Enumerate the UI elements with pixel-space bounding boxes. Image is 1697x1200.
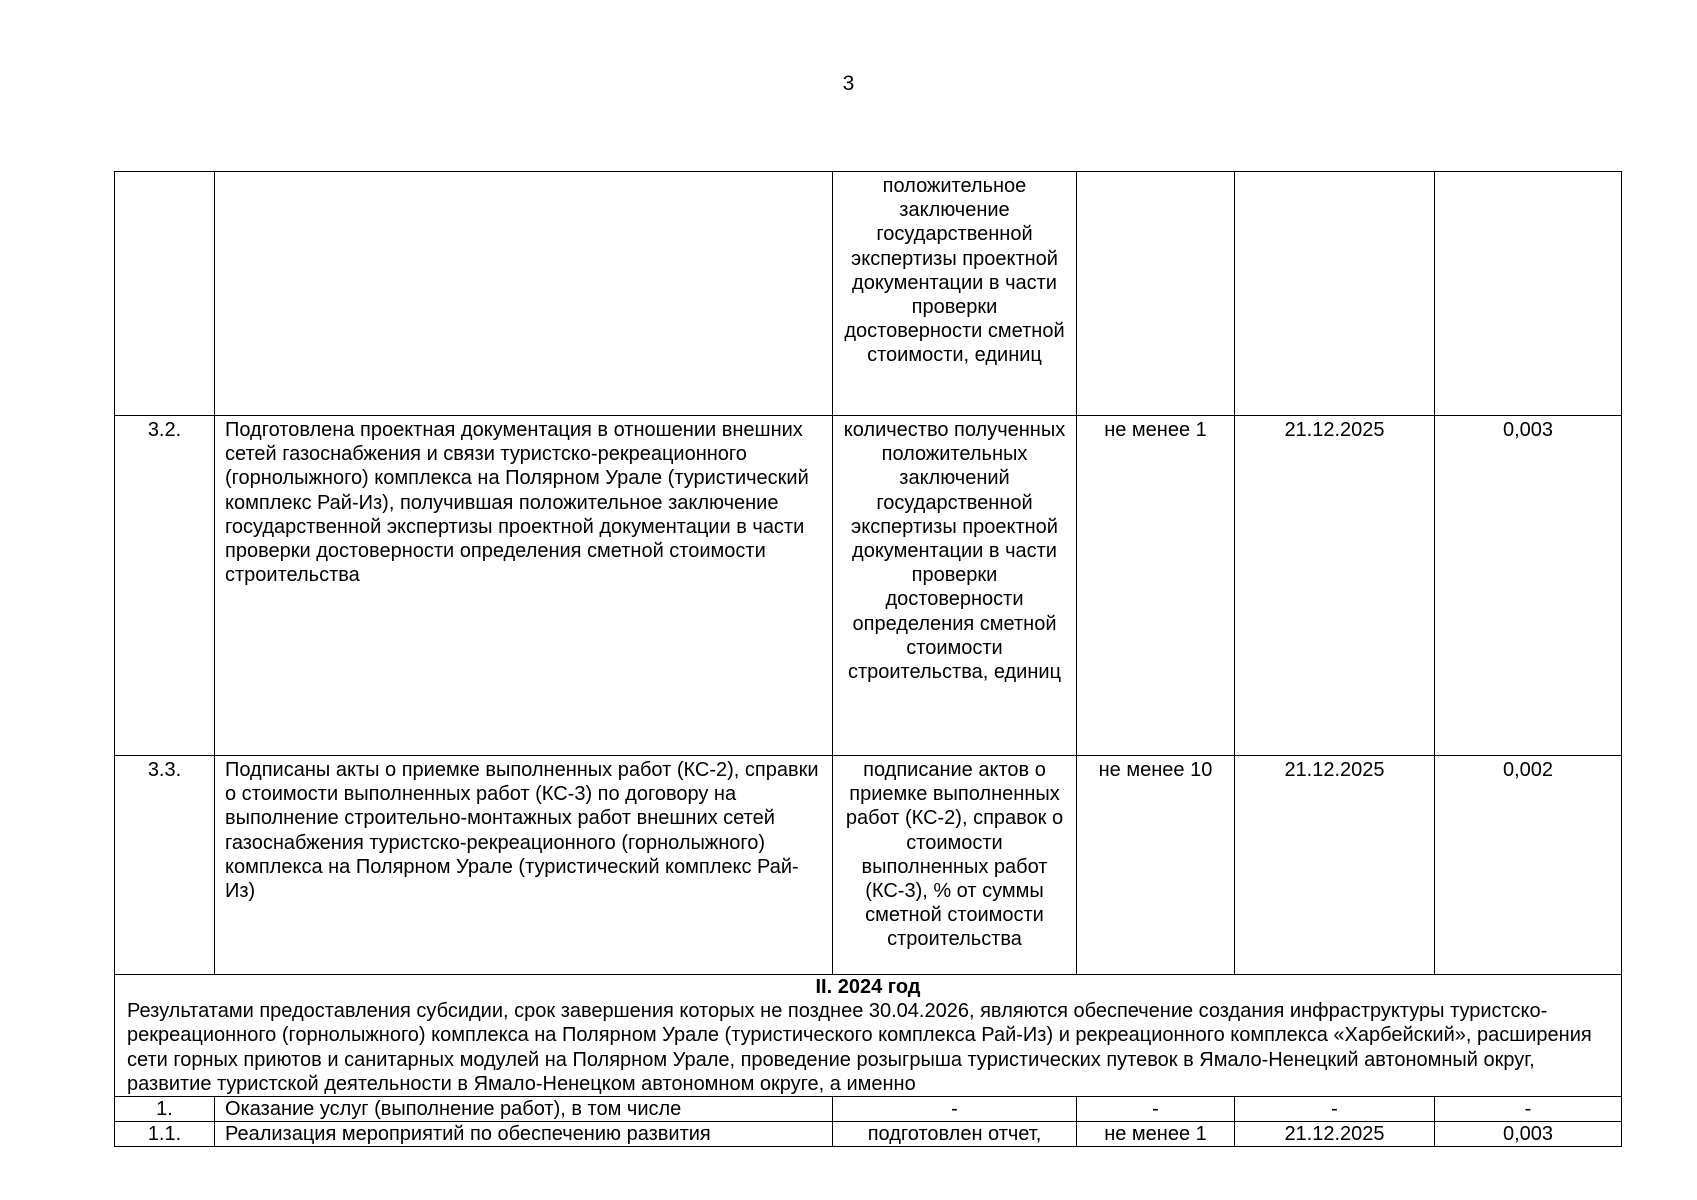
result-description-cell: Подготовлена проектная документация в отношении внешних сетей газоснабжения и связи туристско-рекреационного (горнолыжного) комплекса на Полярном Урале (туристический комплекс Рай-Из), получившая положительное заключение государственной экспертизы проектной документации в части проверки достоверности определения сметной стоимости строительства [215,416,833,756]
page-number: 3 [842,72,855,95]
indicator-cell: подписание актов о приемке выполненных работ (КС-2), справок о стоимости выполненных работ (КС-3), % от суммы сметной стоимости строительства [833,756,1077,975]
date-cell: 21.12.2025 [1235,1122,1435,1147]
table-row-3-2 [115,416,1622,756]
section-row [115,975,1622,1097]
amount-cell: - [1435,1097,1622,1122]
indicator-cell: положительное заключение государственной экспертизы проектной документации в части проверки достоверности сметной стоимости, единиц [833,172,1077,416]
table-row-1-1 [115,1122,1622,1147]
amount-cell: 0,002 [1435,756,1622,975]
row-number-cell: 3.3. [115,756,215,975]
date-cell: - [1235,1097,1435,1122]
value-cell [1077,172,1235,416]
result-description-cell [215,172,833,416]
value-cell: не менее 10 [1077,756,1235,975]
date-cell: 21.12.2025 [1235,416,1435,756]
amount-cell: 0,003 [1435,1122,1622,1147]
result-description-cell: Реализация мероприятий по обеспечению развития [215,1122,833,1147]
result-description-cell: Оказание услуг (выполнение работ), в том числе [215,1097,833,1122]
row-number-cell: 1. [115,1097,215,1122]
section-description: Результатами предоставления субсидии, срок завершения которых не позднее 30.04.2026, являются обеспечение создания инфраструктуры туристско-рекреационного (горнолыжного) комплекса на Полярном Урале (туристического комплекса Рай-Из) и рекреационного комплекса «Харбейский», расширения сети горных приютов и санитарных модулей на Полярном Урале, проведение розыгрыша туристических путевок в Ямало-Ненецкий автономный округ, развитие туристской деятельности в Ямало-Ненецком автономном округе, а именно [127,1000,1592,1095]
row-number-cell [115,172,215,416]
table-row-1 [115,1097,1622,1122]
results-table [114,171,1622,1147]
result-description-cell: Подписаны акты о приемке выполненных работ (КС-2), справки о стоимости выполненных работ (КС-3) по договору на выполнение строительно-монтажных работ внешних сетей газоснабжения туристско-рекреационного (горнолыжного) комплекса на Полярном Урале (туристический комплекс Рай-Из) [215,756,833,975]
date-cell: 21.12.2025 [1235,756,1435,975]
row-number-cell: 3.2. [115,416,215,756]
row-number-cell: 1.1. [115,1122,215,1147]
amount-cell: 0,003 [1435,416,1622,756]
table-row-3-3 [115,756,1622,975]
value-cell: не менее 1 [1077,1122,1235,1147]
value-cell: - [1077,1097,1235,1122]
value-cell: не менее 1 [1077,416,1235,756]
section-title: II. 2024 год [815,976,921,998]
indicator-cell: - [833,1097,1077,1122]
indicator-cell: количество полученных положительных заключений государственной экспертизы проектной документации в части проверки достоверности определения сметной стоимости строительства, единиц [833,416,1077,756]
table-row-continued [115,172,1622,416]
section-cell [115,975,1622,1097]
indicator-cell: подготовлен отчет, [833,1122,1077,1147]
amount-cell [1435,172,1622,416]
date-cell [1235,172,1435,416]
